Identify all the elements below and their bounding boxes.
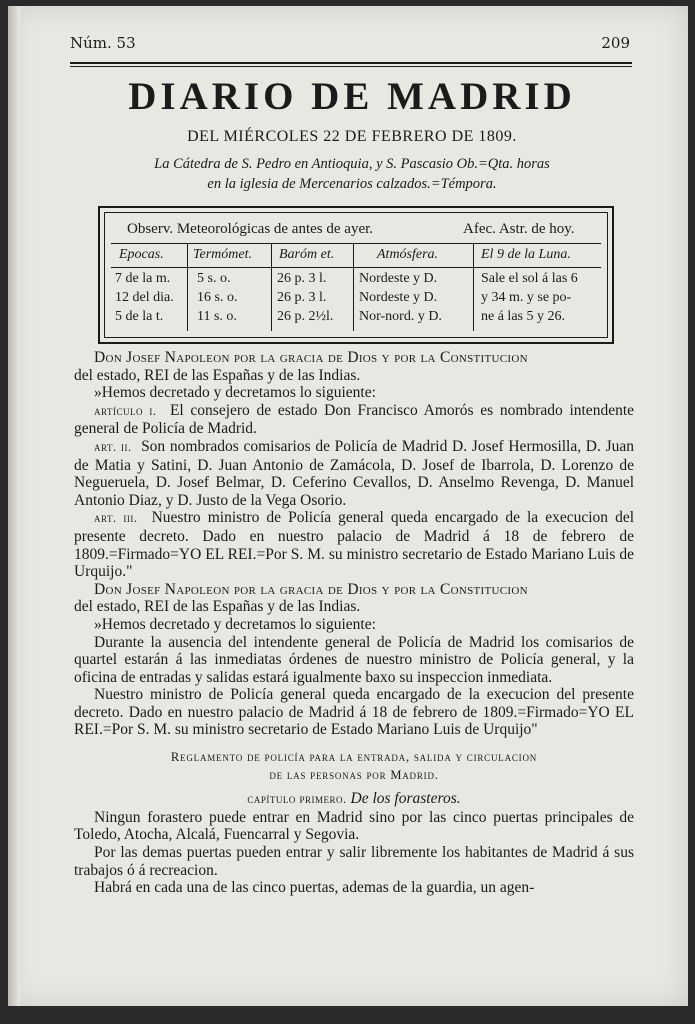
col-sep-1 xyxy=(187,243,188,331)
saints-of-day xyxy=(70,154,634,194)
reglamento-paragraph-2: Por las demas puertas pueden entrar y salir libremente los habitantes de Madrid á sus trabajos ó á recreacion. xyxy=(74,844,634,879)
luna-line-2: y 34 m. y se po- xyxy=(481,290,572,305)
dateline: DEL MIÉRCOLES 22 DE FEBRERO DE 1809. xyxy=(187,128,517,145)
luna-line-1: Sale el sol á las 6 xyxy=(481,271,578,286)
article-body xyxy=(74,349,634,897)
row3-epoca: 5 de la t. xyxy=(115,309,164,324)
header-divider xyxy=(111,243,601,244)
article-2-text: Son nombrados comisarios de Policía de Madrid D. Josef Hermosilla, D. Juan de Matia y Satini, D. Juan Antonio de Zamácola, D. Josef de Ibarrola, D. Lorenzo de Negueruela, D. Josef Belmar, D. Ceferino Cevallos, D. Anselmo Revenga, D. Manuel Antonio Diaz, y D. Justo de la Vega Osorio. xyxy=(74,437,634,509)
masthead-title: DIARIO DE MADRID xyxy=(128,75,576,118)
decree1-heading-cont: del estado, REI de las Españas y de las Indias. xyxy=(74,366,361,384)
columns-divider xyxy=(111,267,601,268)
chapter-heading xyxy=(74,790,634,809)
row3-atmos: Nor-nord. y D. xyxy=(359,309,442,324)
page-gutter-shadow xyxy=(8,6,20,1006)
article-1-text: El consejero de estado Don Francisco Amorós es nombrado intendente general de Policía de Madrid. xyxy=(74,401,635,438)
issue-number: Núm. 53 xyxy=(70,34,136,52)
chapter-title: De los forasteros. xyxy=(350,790,461,808)
article-2 xyxy=(74,438,634,509)
luna-line-3: ne á las 5 y 26. xyxy=(481,309,565,324)
masthead-top-rule xyxy=(70,62,632,64)
decree2-paragraph-2: Nuestro ministro de Policía general queda encargado de la execucion del presente decreto. Dado en nuestro palacio de Madrid á 18 de febrero de 1809.=Firmado=YO EL REI.=Por S. M. su ministro secretario de Estado Mariano Luis de Urquijo" xyxy=(74,686,634,739)
article-3-text: Nuestro ministro de Policía general queda encargado de la execucion del presente decreto. Dado en nuestro palacio de Madrid á 18 de febrero de 1809.=Firmado=YO EL REI.=Por S. M. su ministro secretario de Estado Mariano Luis de Urquijo." xyxy=(74,509,635,581)
col-header-atmosfera: Atmósfera. xyxy=(377,247,439,262)
reglamento-title-1: Reglamento de policía para la entrada, salida y circulacion xyxy=(170,750,538,765)
decree2-heading: Don Josef Napoleon por la gracia de Dios y por la Constitucion xyxy=(94,580,528,598)
article-3-label: art. iii. xyxy=(94,511,138,526)
newspaper-page xyxy=(8,6,688,1006)
row1-barom: 26 p. 3 l. xyxy=(277,271,327,286)
decree2-heading-cont: del estado, REI de las Españas y de las Indias. xyxy=(74,598,361,616)
reglamento-paragraph-1: Ningun forastero puede entrar en Madrid sino por las cinco puertas principales de Toledo, Atocha, Alcalá, Fuencarral y Segovia. xyxy=(74,808,634,844)
chapter-label: capítulo primero. xyxy=(247,792,347,807)
decree2-paragraph-1: Durante la ausencia del intendente general de Policía de Madrid los comisarios de quartel estarán á las inmediatas órdenes de nuestro ministro de Policía general, y la oficina de entradas y salidas estará igualmente baxo su inspeccion inmediata. xyxy=(74,633,634,686)
weather-title: Observ. Meteorológicas de antes de ayer. xyxy=(127,221,374,237)
page-number: 209 xyxy=(601,34,630,52)
col-sep-3 xyxy=(353,243,354,331)
decree2-intro: »Hemos decretado y decretamos lo siguiente: xyxy=(94,615,376,633)
row2-atmos: Nordeste y D. xyxy=(359,290,438,305)
row1-atmos: Nordeste y D. xyxy=(359,271,438,286)
row1-term: 5 s. o. xyxy=(197,271,231,286)
row2-barom: 26 p. 3 l. xyxy=(277,290,327,305)
row2-epoca: 12 del dia. xyxy=(115,290,174,305)
page-header xyxy=(70,34,630,58)
col-header-luna: El 9 de la Luna. xyxy=(481,247,571,262)
astro-title: Afec. Astr. de hoy. xyxy=(463,221,575,237)
article-2-label: art. ii. xyxy=(94,439,132,454)
col-sep-2 xyxy=(271,243,272,331)
row2-term: 16 s. o. xyxy=(197,290,238,305)
weather-table-inner-border xyxy=(104,212,608,338)
decree1-heading: Don Josef Napoleon por la gracia de Dios y por la Constitucion xyxy=(94,349,528,366)
col-header-termometro: Termómet. xyxy=(193,247,252,262)
article-3 xyxy=(74,509,634,580)
reglamento-paragraph-3: Habrá en cada una de las cinco puertas, ademas de la guardia, un agen- xyxy=(94,879,535,897)
row3-term: 11 s. o. xyxy=(197,309,237,324)
saints-line-1: La Cátedra de S. Pedro en Antioquia, y S. Pascasio Ob.=Qta. horas xyxy=(154,156,550,172)
article-1 xyxy=(74,402,634,438)
col-header-barometro: Baróm et. xyxy=(279,247,335,262)
decree1-intro: »Hemos decretado y decretamos lo siguiente: xyxy=(94,384,376,402)
article-1-label: artículo i. xyxy=(94,403,157,418)
col-header-epocas: Epocas. xyxy=(119,247,164,262)
weather-table xyxy=(98,206,614,344)
masthead-top-rule-thin xyxy=(70,66,632,67)
saints-line-2: en la iglesia de Mercenarios calzados.=Témpora. xyxy=(207,176,497,192)
col-sep-4 xyxy=(473,243,474,331)
row3-barom: 26 p. 2½l. xyxy=(277,309,334,324)
reglamento-title-2: de las personas por Madrid. xyxy=(269,767,439,782)
row1-epoca: 7 de la m. xyxy=(115,271,171,286)
